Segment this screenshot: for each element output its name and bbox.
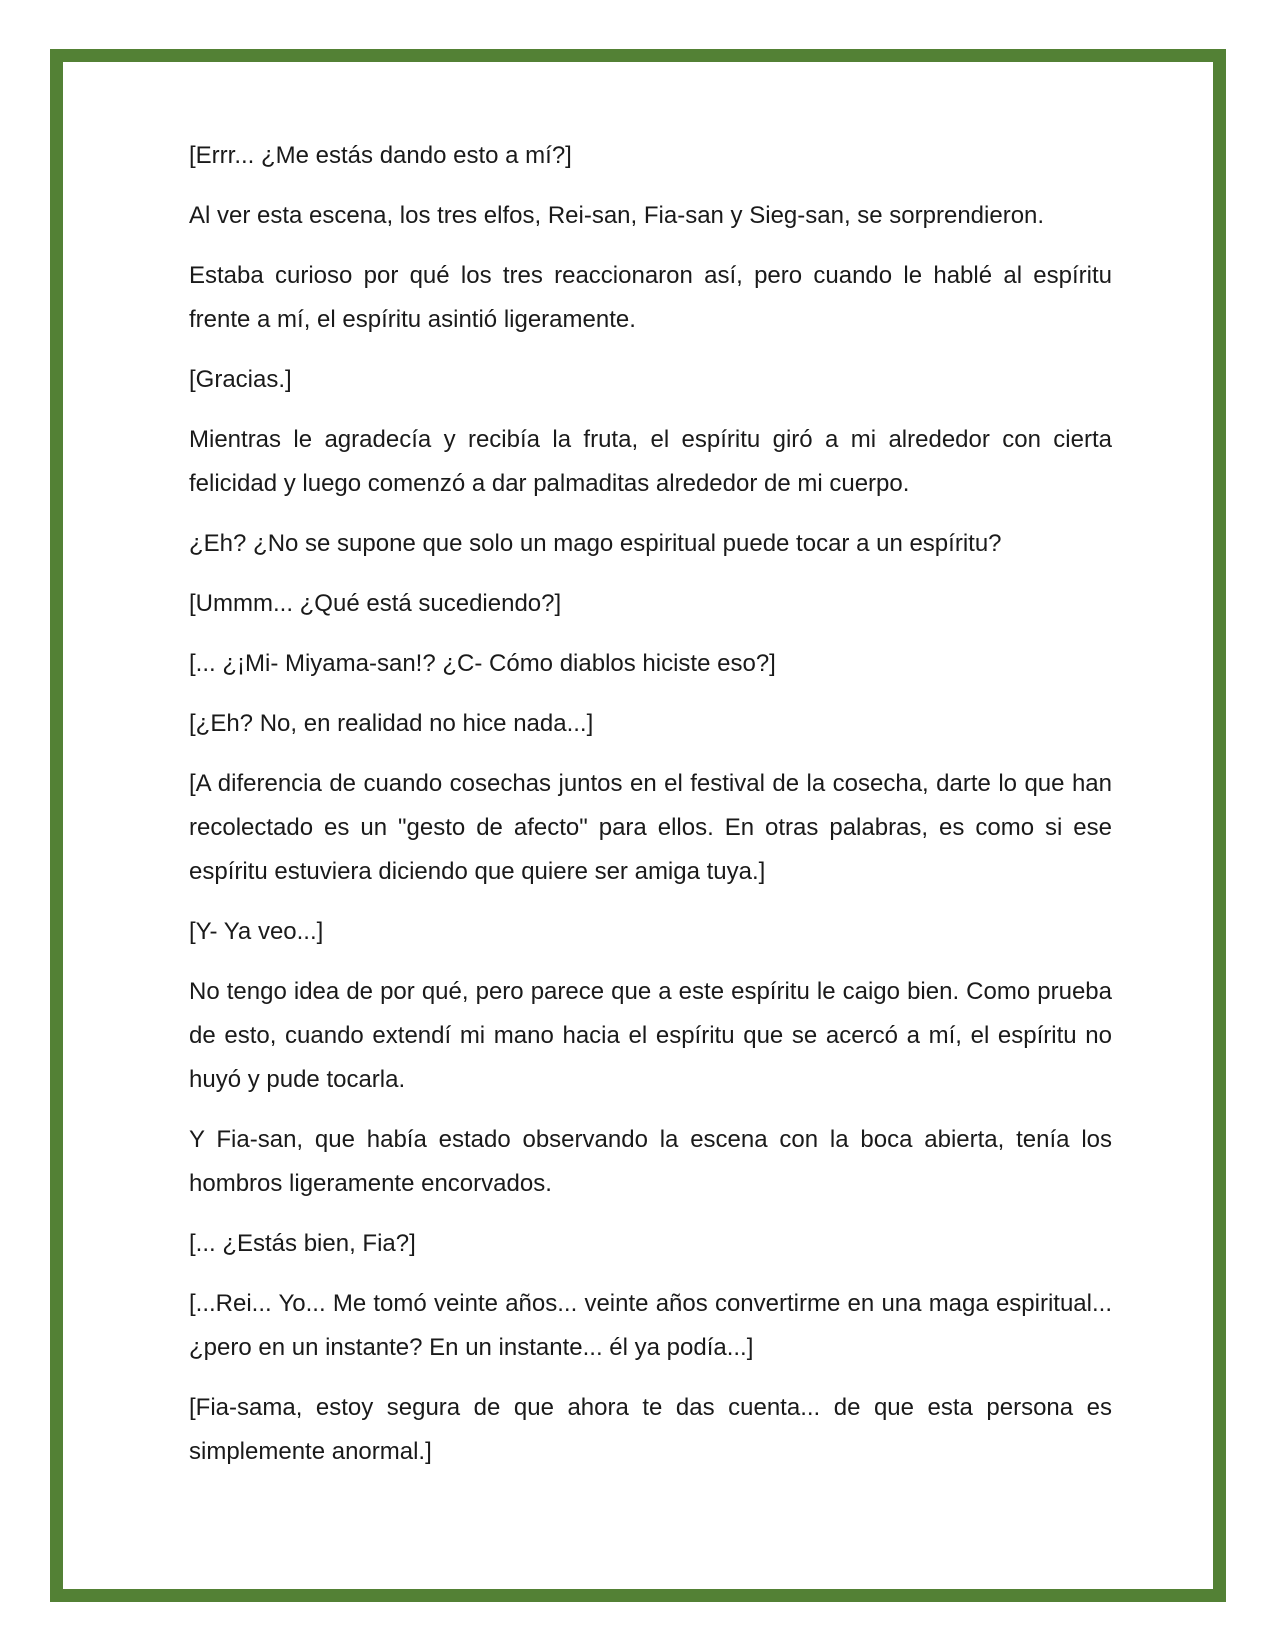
paragraph: [... ¿Estás bien, Fia?] [189, 1230, 416, 1257]
paragraph: [A diferencia de cuando cosechas juntos en el festival de la cosecha, darte lo que han recolectado es un "gesto de afecto" para ellos. En otras palabras, es como si ese espíritu estuviera diciendo que quiere ser amiga tuya.] [189, 770, 1112, 885]
paragraph: [Y- Ya veo...] [189, 918, 324, 945]
paragraph: Al ver esta escena, los tres elfos, Rei-san, Fia-san y Sieg-san, se sorprendieron. [189, 202, 1045, 229]
paragraph: [Gracias.] [189, 366, 292, 393]
paragraph: [Ummm... ¿Qué está sucediendo?] [189, 590, 562, 617]
paragraph: [Fia-sama, estoy segura de que ahora te das cuenta... de que esta persona es simplemente anormal.] [189, 1394, 1112, 1465]
paragraph: [¿Eh? No, en realidad no hice nada...] [189, 710, 594, 737]
paragraph: [Errr... ¿Me estás dando esto a mí?] [189, 142, 572, 169]
paragraph: ¿Eh? ¿No se supone que solo un mago espiritual puede tocar a un espíritu? [189, 530, 1002, 557]
paragraph: Mientras le agradecía y recibía la fruta, el espíritu giró a mi alrededor con cierta felicidad y luego comenzó a dar palmaditas alrededor de mi cuerpo. [189, 426, 1112, 497]
paragraph: [...Rei... Yo... Me tomó veinte años... veinte años convertirme en una maga espiritual... ¿pero en un instante? En un instante... él ya podía...] [189, 1290, 1112, 1361]
paragraph: Y Fia-san, que había estado observando la escena con la boca abierta, tenía los hombros ligeramente encorvados. [189, 1126, 1112, 1197]
page-border-frame [50, 49, 1226, 1602]
document-body [189, 134, 1112, 1490]
paragraph: Estaba curioso por qué los tres reaccionaron así, pero cuando le hablé al espíritu frente a mí, el espíritu asintió ligeramente. [189, 262, 1112, 333]
paragraph: [... ¿¡Mi- Miyama-san!? ¿C- Cómo diablos hiciste eso?] [189, 650, 776, 677]
paragraph: No tengo idea de por qué, pero parece que a este espíritu le caigo bien. Como prueba de esto, cuando extendí mi mano hacia el espíritu que se acercó a mí, el espíritu no huyó y pude tocarla. [189, 978, 1112, 1093]
